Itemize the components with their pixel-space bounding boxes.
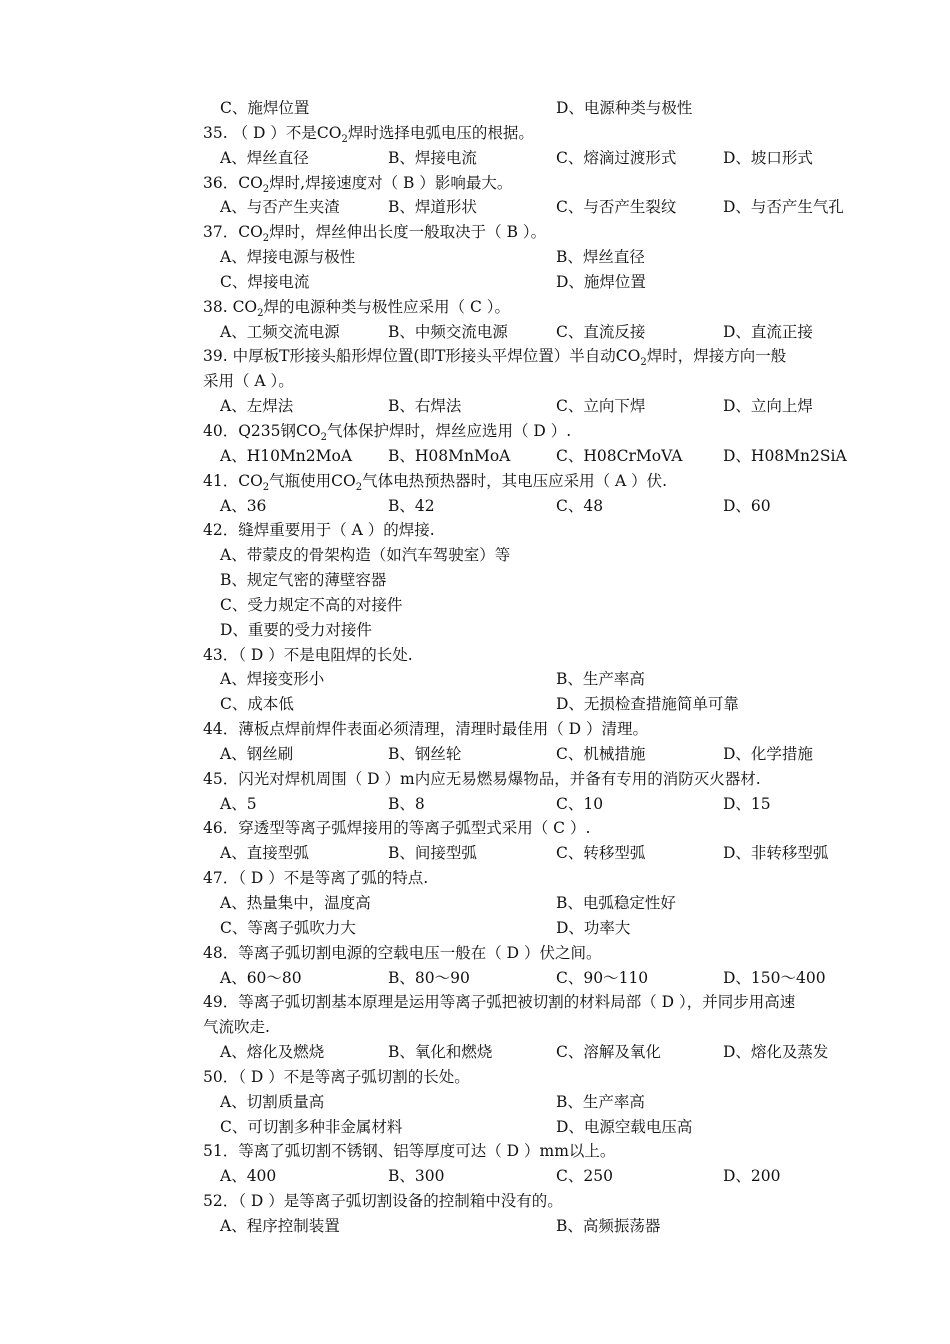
answer-option: B、生产率高 [556, 670, 645, 689]
options-row [0, 916, 950, 941]
text-run: 焊的电源种类与极性应采用（ C ）。 [263, 297, 510, 316]
answer-option: A、36 [220, 496, 267, 515]
options-row [0, 494, 950, 519]
question-continuation [0, 369, 950, 394]
answer-option: D、非转移型弧 [723, 844, 829, 863]
answer-option: A、焊接变形小 [220, 670, 325, 689]
answer-option: D、无损检查措施简单可靠 [556, 695, 739, 714]
answer-option: A、焊丝直径 [220, 148, 309, 167]
question-text [0, 816, 950, 841]
answer-option: B、8 [388, 794, 425, 813]
answer-option: B、钢丝轮 [388, 744, 462, 763]
answer-option: B、300 [388, 1167, 445, 1186]
answer-option: A、H10Mn2MoA [220, 446, 353, 465]
answer-option: C、转移型弧 [556, 844, 646, 863]
answer-option: B、右焊法 [388, 397, 462, 416]
answer-option: D、电源空载电压高 [556, 1117, 693, 1136]
question-text [0, 1139, 950, 1164]
answer-option: B、焊丝直径 [556, 248, 645, 267]
answer-option: D、施焊位置 [556, 272, 646, 291]
answer-option: D、化学措施 [723, 744, 813, 763]
options-row [0, 593, 950, 618]
text-run: 47．（ D ）不是等离了弧的特点. [203, 869, 429, 888]
text-run: 36．CO [203, 173, 263, 192]
question-text [0, 643, 950, 668]
answer-option: D、与否产生气孔 [723, 198, 844, 217]
question-text [0, 419, 950, 444]
answer-option: B、高频振荡器 [556, 1216, 661, 1235]
answer-option: B、中频交流电源 [388, 322, 508, 341]
question-text [0, 1065, 950, 1090]
text-run: 焊时，焊接方向一般 [646, 347, 787, 366]
answer-option: D、150～400 [723, 968, 826, 987]
answer-option: A、程序控制装置 [220, 1216, 340, 1235]
text-run: 44．薄板点焊前焊件表面必须清理，清理时最佳用（ D ）清理。 [203, 720, 649, 739]
options-row [0, 444, 950, 469]
question-text [0, 767, 950, 792]
options-row [0, 618, 950, 643]
answer-option: D、H08Mn2SiA [723, 446, 847, 465]
answer-option: C、立向下焊 [556, 397, 646, 416]
subscript: 2 [257, 307, 264, 319]
answer-option: A、钢丝刷 [220, 744, 294, 763]
answer-option: C、受力规定不高的对接件 [220, 595, 403, 614]
text-run: 焊时选择电弧电压的根据。 [347, 123, 534, 142]
text-run: 采用（ A ）。 [203, 372, 294, 391]
answer-option: B、焊接电流 [388, 148, 477, 167]
question-text [0, 220, 950, 245]
options-row [0, 841, 950, 866]
options-row [0, 394, 950, 419]
answer-option: C、与否产生裂纹 [556, 198, 677, 217]
options-row [0, 543, 950, 568]
question-text [0, 866, 950, 891]
options-row [0, 1164, 950, 1189]
options-row [0, 1040, 950, 1065]
text-run: 35. （ D ）不是CO [203, 123, 342, 142]
answer-option: A、60～80 [220, 968, 302, 987]
question-text [0, 518, 950, 543]
answer-option: C、焊接电流 [220, 272, 310, 291]
text-run: 49．等离子弧切割基本原理是运用等离子弧把被切割的材料局部（ D ），并同步用高速 [203, 993, 796, 1012]
answer-option: C、溶解及氧化 [556, 1043, 661, 1062]
text-run: 气瓶使用CO [269, 471, 356, 490]
answer-option: A、与否产生夹渣 [220, 198, 340, 217]
subscript: 2 [640, 357, 647, 369]
subscript: 2 [262, 233, 270, 245]
answer-option: B、42 [388, 496, 435, 515]
answer-option: A、工频交流电源 [220, 322, 340, 341]
answer-option: A、熔化及燃烧 [220, 1043, 325, 1062]
answer-option: B、氧化和燃烧 [388, 1043, 493, 1062]
answer-option: A、带蒙皮的骨架构造（如汽车驾驶室）等 [220, 546, 511, 565]
subscript: 2 [341, 133, 348, 145]
answer-option: A、直接型弧 [220, 844, 309, 863]
subscript: 2 [262, 183, 270, 195]
answer-option: B、80～90 [388, 968, 470, 987]
answer-option: C、直流反接 [556, 322, 646, 341]
answer-option: C、48 [556, 496, 604, 515]
answer-option: D、立向上焊 [723, 397, 813, 416]
text-run: 50．（ D ）不是等离子弧切割的长处。 [203, 1067, 470, 1086]
answer-option: C、可切割多种非金属材料 [220, 1117, 403, 1136]
subscript: 2 [355, 481, 363, 493]
text-run: 焊时，焊丝伸出长度一般取决于（ B ）。 [269, 223, 547, 242]
answer-option: D、熔化及蒸发 [723, 1043, 829, 1062]
answer-option: C、等离子弧吹力大 [220, 918, 356, 937]
answer-option: A、焊接电源与极性 [220, 248, 356, 267]
options-row [0, 245, 950, 270]
text-run: 焊时,焊接速度对（ B ）影响最大。 [269, 173, 513, 192]
subscript: 2 [320, 432, 327, 444]
answer-option: C、250 [556, 1167, 613, 1186]
answer-option: A、热量集中，温度高 [220, 894, 371, 912]
text-run: 52．（ D ）是等离子弧切割设备的控制箱中没有的。 [203, 1192, 563, 1211]
text-run: 42．缝焊重要用于（ A ）的焊接. [203, 521, 435, 540]
question-text [0, 344, 950, 369]
answer-option: A、左焊法 [220, 397, 294, 416]
question-text [0, 171, 950, 196]
options-row [0, 96, 950, 121]
answer-option: D、功率大 [556, 918, 631, 937]
answer-option: A、5 [220, 794, 257, 813]
text-run: 气体电热预热器时，其电压应采用（ A ）伏. [362, 471, 668, 490]
options-row [0, 966, 950, 991]
options-row [0, 692, 950, 717]
answer-option: C、成本低 [220, 695, 294, 714]
text-run: 气流吹走. [203, 1018, 270, 1037]
text-run: 39. 中厚板T形接头船形焊位置(即T形接头平焊位置）半自动CO [203, 347, 641, 366]
options-row [0, 320, 950, 345]
answer-option: D、60 [723, 496, 771, 515]
answer-option: D、坡口形式 [723, 148, 813, 167]
text-run: 51．等离了弧切割不锈钢、铝等厚度可达（ D ）mm以上。 [203, 1142, 616, 1161]
answer-option: B、间接型弧 [388, 844, 477, 863]
options-row [0, 568, 950, 593]
options-row [0, 1090, 950, 1115]
answer-option: A、切割质量高 [220, 1092, 325, 1111]
answer-option: D、200 [723, 1167, 781, 1186]
question-text [0, 990, 950, 1015]
answer-option: A、400 [220, 1167, 277, 1186]
text-run: 45．闪光对焊机周围（ D ）m内应无易燃易爆物品，并备有专用的消防灭火器材. [203, 769, 761, 788]
answer-option: C、10 [556, 794, 604, 813]
question-text [0, 295, 950, 320]
text-run: 43．（ D ）不是电阻焊的长处. [203, 645, 413, 664]
answer-option: B、电弧稳定性好 [556, 894, 676, 912]
text-run: 48．等离子弧切割电源的空载电压一般在（ D ）伏之间。 [203, 943, 602, 962]
answer-option: D、重要的受力对接件 [220, 620, 372, 639]
subscript: 2 [262, 481, 270, 493]
answer-option: D、电源种类与极性 [556, 99, 693, 117]
answer-option: B、生产率高 [556, 1092, 645, 1111]
question-text [0, 121, 950, 146]
text-run: 37．CO [203, 223, 263, 242]
document-page [0, 96, 950, 1239]
answer-option: B、规定气密的薄壁容器 [220, 571, 387, 590]
question-continuation [0, 1015, 950, 1040]
options-row [0, 891, 950, 916]
answer-option: B、H08MnMoA [388, 446, 511, 465]
answer-option: C、90～110 [556, 968, 649, 987]
text-run: 40．Q235钢CO [203, 421, 321, 440]
answer-option: B、焊道形状 [388, 198, 477, 217]
options-row [0, 1115, 950, 1140]
options-row [0, 270, 950, 295]
answer-option: C、施焊位置 [220, 99, 310, 117]
options-row [0, 667, 950, 692]
text-run: 38. CO [203, 297, 258, 316]
question-text [0, 1189, 950, 1214]
answer-option: D、直流正接 [723, 322, 813, 341]
text-run: 41．CO [203, 471, 263, 490]
text-run: 气体保护焊时，焊丝应选用（ D ）. [326, 421, 572, 440]
answer-option: C、H08CrMoVA [556, 446, 683, 465]
text-run: 46．穿透型等离子弧焊接用的等离子弧型式采用（ C ）. [203, 819, 591, 838]
question-text [0, 717, 950, 742]
options-row [0, 195, 950, 220]
options-row [0, 146, 950, 171]
answer-option: D、15 [723, 794, 771, 813]
options-row [0, 792, 950, 817]
question-text [0, 941, 950, 966]
answer-option: C、机械措施 [556, 744, 646, 763]
options-row [0, 1214, 950, 1239]
options-row [0, 742, 950, 767]
question-text [0, 469, 950, 494]
answer-option: C、熔滴过渡形式 [556, 148, 677, 167]
